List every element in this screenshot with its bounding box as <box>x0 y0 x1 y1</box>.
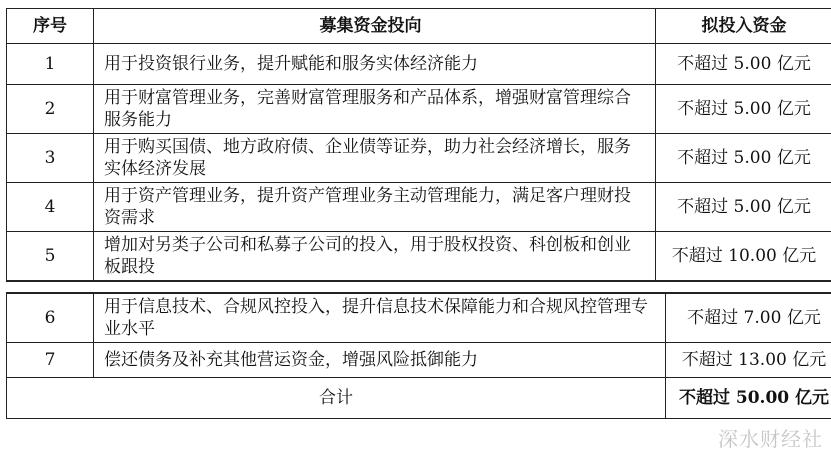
header-desc: 募集资金投向 <box>94 9 656 44</box>
row-amt: 不超过 5.00 亿元 <box>656 44 831 85</box>
total-amt: 不超过 50.00 亿元 <box>666 378 831 419</box>
row-desc: 用于资产管理业务，提升资产管理业务主动管理能力，满足客户理财投资需求 <box>94 183 656 232</box>
header-no: 序号 <box>7 9 94 44</box>
page-break-gap <box>6 282 821 292</box>
fund-allocation-table-part1 <box>6 8 831 282</box>
table-total-row <box>7 378 831 419</box>
row-no: 7 <box>7 343 94 378</box>
total-label: 合计 <box>7 378 666 419</box>
row-no: 2 <box>7 85 94 134</box>
row-no: 3 <box>7 134 94 183</box>
row-desc: 增加对另类子公司和私募子公司的投入，用于股权投资、科创板和创业板跟投 <box>94 232 656 282</box>
row-no: 1 <box>7 44 94 85</box>
table-header-row <box>7 9 831 44</box>
table-row <box>7 232 831 282</box>
table-row <box>7 343 831 378</box>
watermark-text: 深水财经社 <box>718 427 823 451</box>
fund-allocation-table-container <box>6 8 830 419</box>
row-amt: 不超过 5.00 亿元 <box>656 183 831 232</box>
row-desc: 偿还债务及补充其他营运资金，增强风险抵御能力 <box>94 343 666 378</box>
row-amt: 不超过 7.00 亿元 <box>666 293 831 343</box>
row-amt: 不超过 10.00 亿元 <box>656 232 831 282</box>
row-amt: 不超过 13.00 亿元 <box>666 343 831 378</box>
header-amt: 拟投入资金 <box>656 9 831 44</box>
table-row <box>7 183 831 232</box>
row-desc: 用于财富管理业务，完善财富管理服务和产品体系，增强财富管理综合服务能力 <box>94 85 656 134</box>
table-row <box>7 293 831 343</box>
table-row <box>7 85 831 134</box>
row-no: 6 <box>7 293 94 343</box>
row-no: 5 <box>7 232 94 282</box>
table-row <box>7 134 831 183</box>
row-desc: 用于购买国债、地方政府债、企业债等证券，助力社会经济增长，服务实体经济发展 <box>94 134 656 183</box>
row-desc: 用于信息技术、合规风控投入，提升信息技术保障能力和合规风控管理专业水平 <box>94 293 666 343</box>
row-amt: 不超过 5.00 亿元 <box>656 85 831 134</box>
row-amt: 不超过 5.00 亿元 <box>656 134 831 183</box>
table-row <box>7 44 831 85</box>
fund-allocation-table-part2 <box>6 292 831 419</box>
row-desc: 用于投资银行业务，提升赋能和服务实体经济能力 <box>94 44 656 85</box>
row-no: 4 <box>7 183 94 232</box>
